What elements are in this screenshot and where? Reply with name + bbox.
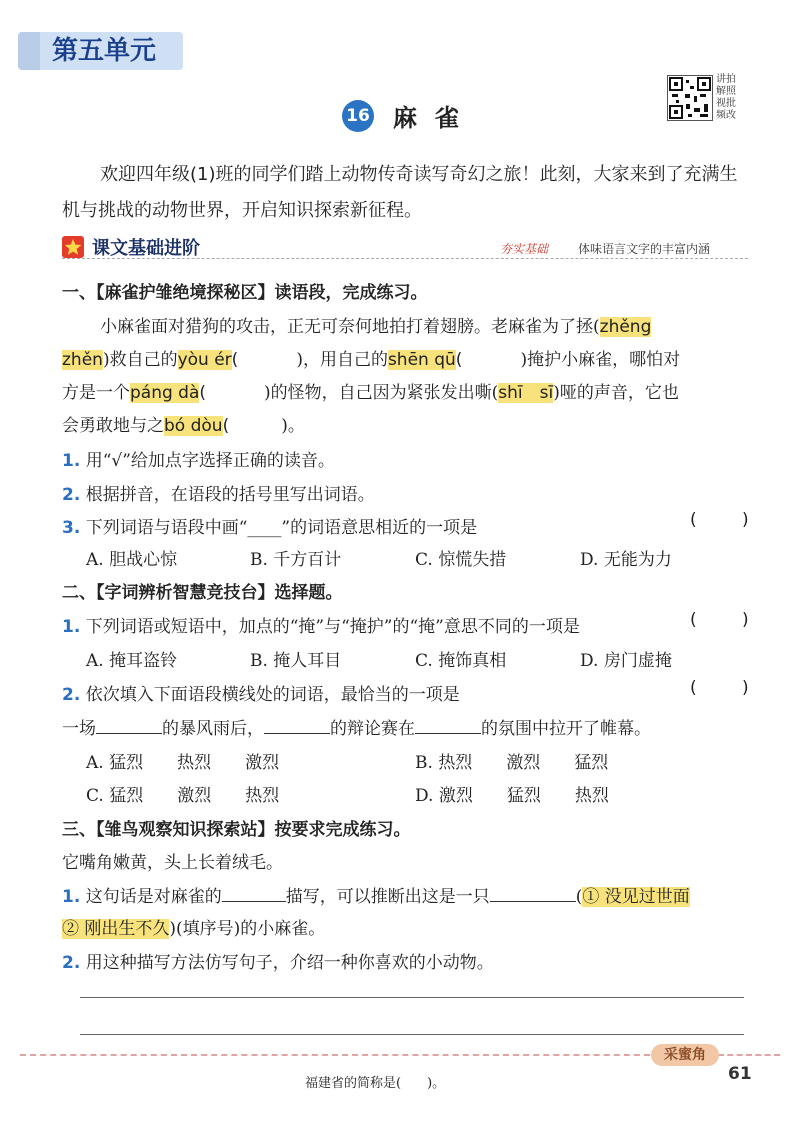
p2q2-option-b[interactable]: B. 热烈 激烈 猛烈: [415, 753, 609, 773]
answer-paren[interactable]: ( ): [690, 510, 769, 530]
section-divider: [62, 258, 748, 259]
unit-tab: [18, 32, 183, 70]
part1-title: 一、【麻雀护雏绝境探秘区】读语段，完成练习。: [62, 283, 428, 303]
section-title: 课文基础进阶: [92, 238, 200, 259]
p2q2-option-a[interactable]: A. 猛烈 热烈 激烈: [86, 753, 280, 773]
lesson-title: 麻雀: [393, 103, 477, 132]
star-icon: [62, 236, 84, 258]
q3-option-d[interactable]: D. 无能为力: [580, 550, 672, 570]
p2q2-option-d[interactable]: D. 激烈 猛烈 热烈: [415, 786, 609, 806]
intro-text: 欢迎四年级(1)班的同学们踏上动物传奇读写奇幻之旅！此刻，大家来到了充满生机与挑战的动物世界，开启知识探索新征程。: [62, 164, 738, 221]
section-tag-2: 体味语言文字的丰富内涵: [578, 242, 711, 256]
part3-q1-cont: ② 刚出生不久)(填序号)的小麻雀。: [62, 919, 326, 939]
part2-q2: 2. 依次填入下面语段横线处的词语，最恰当的一项是: [62, 685, 460, 705]
q3-option-a[interactable]: A. 胆战心惊: [86, 550, 178, 570]
passage-line-4: 会勇敢地与之bó dòu( )。: [62, 416, 305, 436]
passage-line-1: 小麻雀面对猎狗的攻击，正无可奈何地拍打着翅膀。老麻雀为了拯(zhěng: [100, 317, 652, 337]
part2-title: 二、【字词辨析智慧竞技台】选择题。: [62, 583, 343, 603]
footer-question: 福建省的简称是( )。: [305, 1076, 446, 1091]
lesson-number: 16: [342, 100, 374, 132]
p2q1-option-d[interactable]: D. 房门虚掩: [580, 651, 672, 671]
answer-paren[interactable]: ( ): [690, 610, 769, 630]
p2q1-option-a[interactable]: A. 掩耳盗铃: [86, 651, 178, 671]
p2q1-option-c[interactable]: C. 掩饰真相: [415, 651, 507, 671]
page-number: 61: [728, 1064, 752, 1084]
section-tag-1: 夯实基础: [500, 242, 549, 256]
part1-q2: 2. 根据拼音，在语段的括号里写出词语。: [62, 485, 375, 505]
q3-option-c[interactable]: C. 惊慌失措: [415, 550, 507, 570]
writing-line[interactable]: [80, 997, 744, 998]
passage-line-3: 方是一个páng dà( )的怪物，自己因为紧张发出嘶(shī sī)哑的声音，它也: [62, 383, 679, 403]
part3-sentence: 它嘴角嫩黄，头上长着绒毛。: [62, 853, 283, 873]
footer-divider: [20, 1054, 660, 1056]
part3-q1: 1. 这句话是对麻雀的 描写，可以推断出这是一只 (① 没见过世面: [62, 887, 690, 907]
writing-line[interactable]: [80, 1034, 744, 1035]
p2q2-option-c[interactable]: C. 猛烈 激烈 热烈: [86, 786, 280, 806]
part1-q1: 1. 用“√”给加点字选择正确的读音。: [62, 451, 335, 471]
part2-q1: 1. 下列词语或短语中，加点的“掩”与“掩护”的“掩”意思不同的一项是: [62, 617, 580, 637]
q3-option-b[interactable]: B. 千方百计: [250, 550, 342, 570]
qr-code: [667, 75, 713, 121]
part1-q3: 3. 下列词语与语段中画“____”的词语意思相近的一项是: [62, 518, 478, 538]
answer-paren[interactable]: ( ): [690, 678, 769, 698]
footer-divider: [718, 1054, 780, 1056]
unit-label: 第五单元: [52, 36, 157, 66]
qr-label: 讲拍 解照 视批 频改: [716, 74, 736, 121]
footer-tag: 采蜜角: [651, 1044, 719, 1066]
p2q1-option-b[interactable]: B. 掩人耳目: [250, 651, 342, 671]
fill-sentence: 一场 的暴风雨后， 的辩论赛在 的氛围中拉开了帷幕。: [62, 719, 651, 739]
part3-q2: 2. 用这种描写方法仿写句子，介绍一种你喜欢的小动物。: [62, 953, 494, 973]
passage-line-2: zhěn)救自己的yòu ér( )，用自己的shēn qū( )掩护小麻雀，哪怕对: [62, 350, 681, 370]
part3-title: 三、【雏鸟观察知识探索站】按要求完成练习。: [62, 820, 411, 840]
